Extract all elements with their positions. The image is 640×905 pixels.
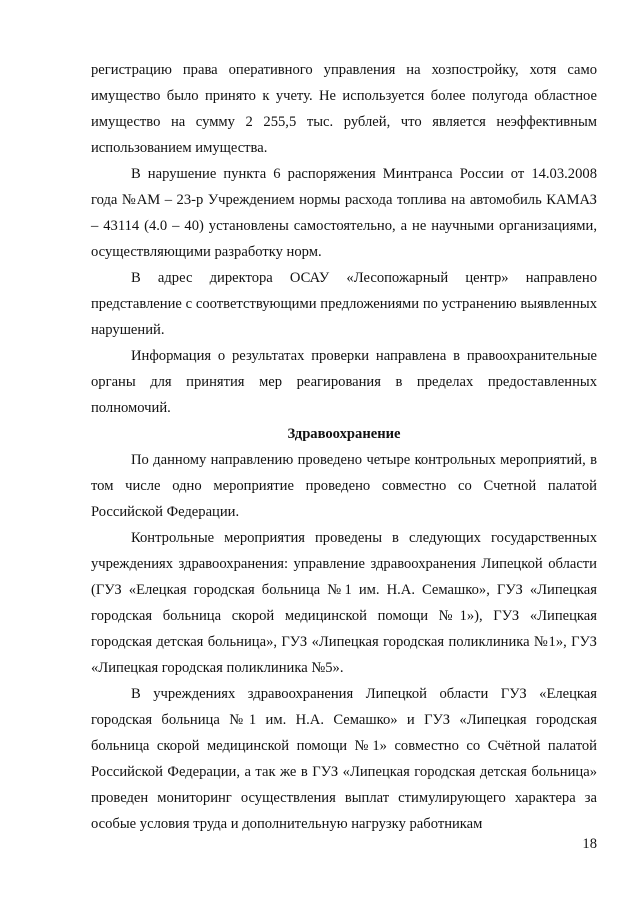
paragraph-audit-count: По данному направлению проведено четыре контрольных мероприятий, в том числе одно мероприятие проведено совместно со Счетной палатой Российской Федерации.: [91, 452, 597, 520]
paragraph-mintrans-violation: В нарушение пункта 6 распоряжения Минтранса России от 14.03.2008 года №АМ – 23-р Учреждением нормы расхода топлива на автомобиль КАМАЗ – 43114 (4.0 – 40) установлены самостоятельно, а не научными организациями, осуществляющими разработку норм.: [91, 166, 597, 260]
page-number: 18: [582, 836, 597, 852]
section-heading: Здравоохранение: [287, 426, 401, 442]
paragraph-law-enforcement: Информация о результатах проверки направлена в правоохранительные органы для принятия мер реагирования в пределах предоставленных полномочий.: [91, 348, 597, 416]
paragraph-monitoring: В учреждениях здравоохранения Липецкой области ГУЗ «Елецкая городская больница №1 им. Н.А. Семашко» и ГУЗ «Липецкая городская больница скорой медицинской помощи №1» совместно со Счётной палатой Российской Федерации, а так же в ГУЗ «Липецкая городская детская больница» проведен мониторинг осуществления выплат стимулирующего характера за особые условия труда и дополнительную нагрузку работникам: [91, 686, 597, 832]
paragraph-continuation: регистрацию права оперативного управления на хозпостройку, хотя само имущество было принято к учету. Не используется более полугода областное имущество на сумму 2 255,5 тыс. рублей, что является неэффективным использованием имущества.: [91, 62, 597, 156]
document-body: [91, 57, 597, 837]
paragraph-representation: В адрес директора ОСАУ «Лесопожарный центр» направлено представление с соответствующими предложениями по устранению выявленных нарушений.: [91, 270, 597, 338]
paragraph-institutions-list: Контрольные мероприятия проведены в следующих государственных учреждениях здравоохранения: управление здравоохранения Липецкой области (ГУЗ «Елецкая городская больница №1 им. Н.А. Семашко», ГУЗ «Липецкая городская больница скорой медицинской помощи №1»), ГУЗ «Липецкая городская детская больница», ГУЗ «Липецкая городская поликлиника №1», ГУЗ «Липецкая городская поликлиника №5».: [91, 530, 597, 676]
